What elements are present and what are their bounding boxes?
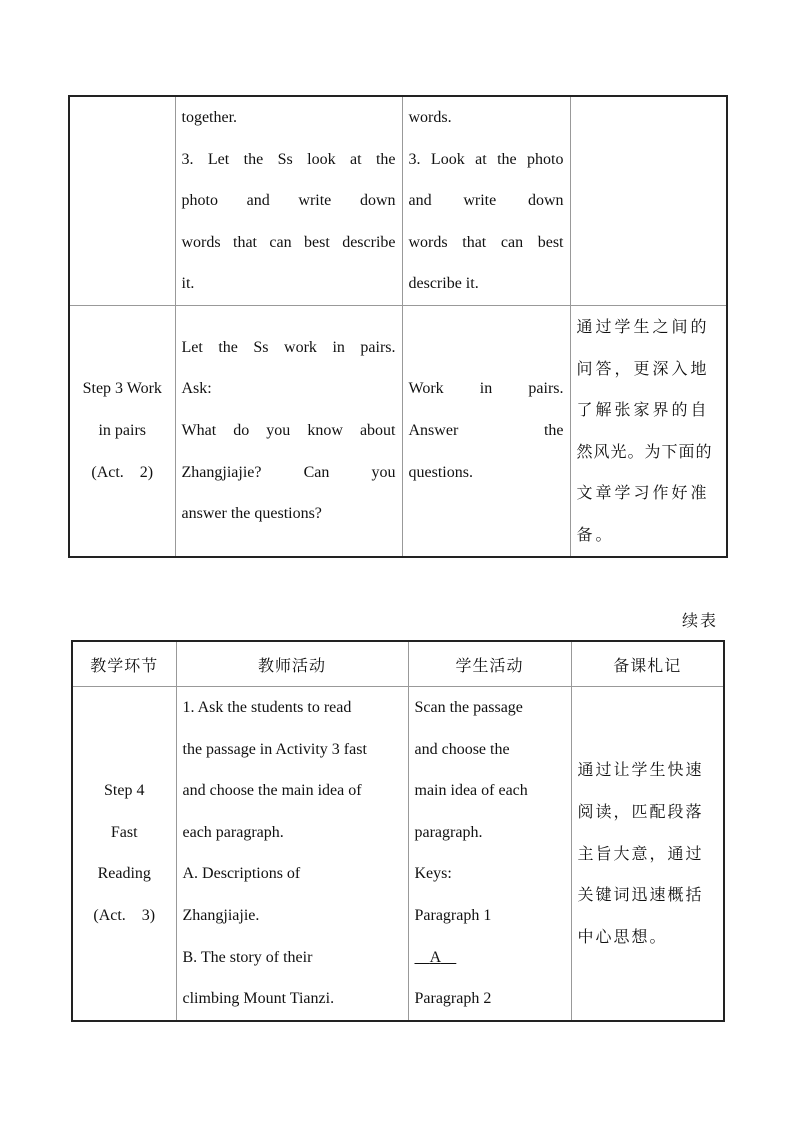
text-line: (Act. 3) — [93, 906, 156, 924]
table-continued-caption: 续表 — [682, 611, 719, 630]
table-header-row — [72, 641, 724, 687]
student-activity-cell — [402, 96, 570, 305]
text-line: 3. Let the Ss look at the — [181, 150, 396, 168]
teacher-activity-cell — [176, 687, 408, 1021]
header-student-activity: 学生活动 — [408, 641, 571, 687]
text-line: (Act. 2) — [91, 463, 154, 481]
student-activity-cell — [402, 305, 570, 556]
text-line: and write down — [408, 192, 564, 210]
text-line: 关键词迅速概括 — [577, 885, 704, 905]
text-line: describe it. — [408, 275, 479, 293]
text-line: main idea of each — [414, 782, 528, 800]
text-line: paragraph. — [414, 823, 483, 841]
table-row — [69, 305, 727, 556]
text-line: each paragraph. — [182, 823, 284, 841]
notes-cell — [570, 96, 727, 305]
text-line: 通过学生之间的 — [576, 316, 710, 336]
text-line: What do you know about — [181, 421, 396, 439]
text-line: 中心思想。 — [577, 926, 668, 946]
header-step: 教学环节 — [72, 641, 176, 687]
text-line: 阅读，匹配段落 — [577, 801, 704, 821]
text-line: Reading — [97, 865, 151, 883]
text-line: Let the Ss work in pairs. — [181, 338, 396, 356]
step-cell — [69, 305, 175, 556]
text-line: photo and write down — [181, 192, 396, 210]
text-line: 然风光。为下面的 — [576, 441, 713, 461]
text-line: Scan the passage — [414, 699, 523, 716]
text-line: in pairs — [98, 421, 147, 439]
text-line: the passage in Activity 3 fast — [182, 740, 367, 758]
text-line: Zhangjiajie? Can you — [181, 463, 396, 481]
answer-value: A — [429, 948, 441, 966]
text-line: Work in pairs. — [408, 380, 564, 398]
teacher-activity-cell — [175, 96, 402, 305]
teacher-activity-cell — [175, 305, 402, 556]
text-line: it. — [181, 275, 195, 293]
text-line: answer the questions? — [181, 505, 322, 523]
text-line: Answer the — [408, 421, 564, 439]
text-line: Ask: — [181, 380, 212, 398]
text-line: B. The story of their — [182, 948, 313, 966]
text-line: words that can best describe — [181, 233, 396, 251]
step-cell — [69, 96, 175, 305]
text-line: words that can best — [408, 233, 564, 251]
text-line: 1. Ask the students to read — [182, 699, 352, 716]
student-activity-cell — [408, 687, 571, 1021]
text-line: climbing Mount Tianzi. — [182, 990, 335, 1008]
text-line: Fast — [110, 823, 138, 841]
text-line: A. Descriptions of — [182, 865, 301, 883]
table-row — [72, 687, 724, 1021]
text-line: Paragraph 1 — [414, 906, 492, 924]
answer-blank — [415, 937, 565, 979]
text-line: words. — [408, 109, 452, 126]
text-line: and choose the — [414, 740, 510, 758]
notes-cell — [571, 687, 724, 1021]
text-line: 主旨大意，通过 — [577, 843, 704, 863]
text-line: Keys: — [414, 865, 452, 883]
text-line: together. — [181, 109, 238, 126]
notes-cell — [570, 305, 727, 556]
lesson-table — [71, 640, 725, 1022]
step-cell — [72, 687, 176, 1021]
text-line: and choose the main idea of — [182, 782, 362, 800]
text-line: Step 3 Work — [82, 380, 162, 398]
text-line: 备。 — [576, 524, 615, 544]
text-line: questions. — [408, 463, 473, 481]
text-line: 文章学习作好准 — [576, 483, 710, 503]
text-line: 通过让学生快速 — [577, 760, 704, 780]
text-line: 3. Look at the photo — [408, 150, 564, 168]
text-line: Zhangjiajie. — [182, 906, 260, 924]
text-line: 问答，更深入地 — [576, 358, 710, 378]
header-teacher-activity: 教师活动 — [176, 641, 408, 687]
text-line: Paragraph 2 — [414, 990, 492, 1008]
text-line: 了解张家界的自 — [576, 400, 710, 420]
text-line: Step 4 — [104, 782, 145, 800]
header-notes: 备课札记 — [571, 641, 724, 687]
table-row — [69, 96, 727, 305]
lesson-table-continued — [68, 95, 728, 558]
